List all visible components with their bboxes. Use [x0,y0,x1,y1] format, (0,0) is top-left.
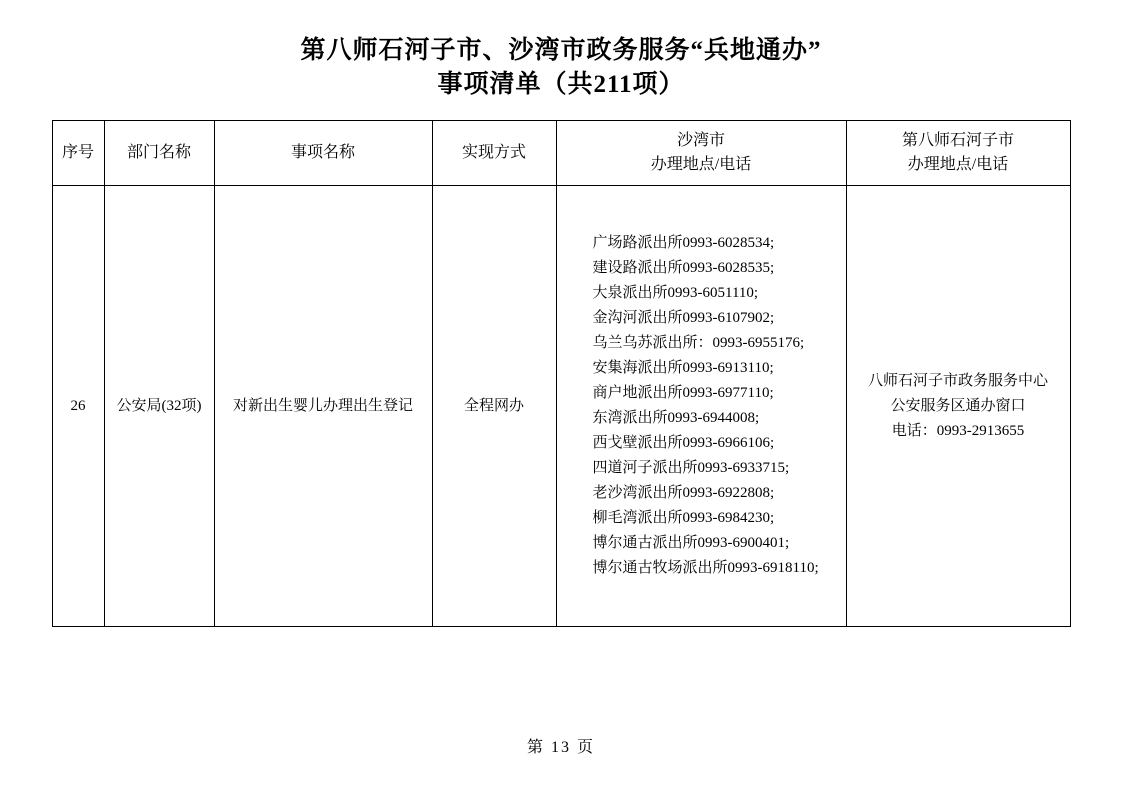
header-shawan-line1: 沙湾市 [676,132,725,149]
list-item: 老沙湾派出所0993-6922808; [592,485,775,501]
list-item: 商户地派出所0993-6977110; [592,385,774,401]
list-item: 公安服务区通办窗口 [890,397,1026,414]
list-item: 建设路派出所0993-6028535; [592,260,775,276]
page-number: 第 13 页 [526,739,595,756]
list-item: 安集海派出所0993-6913110; [592,360,774,376]
shihezi-location-block [847,369,1070,444]
list-item: 博尔通古派出所0993-6900401; [592,535,790,551]
list-item: 四道河子派出所0993-6933715; [592,460,790,476]
table-header-row [52,121,1070,186]
header-seq: 序号 [52,121,104,186]
list-item: 柳毛湾派出所0993-6984230; [592,510,775,526]
header-item: 事项名称 [214,121,432,186]
list-item: 大泉派出所0993-6051110; [592,285,759,301]
header-shawan-line2: 办理地点/电话 [650,156,752,173]
list-item: 电话：0993-2913655 [891,422,1025,439]
header-shawan [556,121,846,186]
cell-shihezi-location [846,186,1070,627]
cell-shawan-locations [556,186,846,627]
list-item: 金沟河派出所0993-6107902; [592,310,775,326]
list-item: 东湾派出所0993-6944008; [592,410,760,426]
cell-seq: 26 [52,186,104,627]
header-method: 实现方式 [432,121,556,186]
list-item: 八师石河子市政务服务中心 [867,372,1048,389]
list-item: 西戈壁派出所0993-6966106; [592,435,775,451]
header-shihezi [846,121,1070,186]
list-item: 广场路派出所0993-6028534; [592,235,775,251]
title-line-2: 事项清单（共211项） [437,71,685,98]
header-shihezi-line2: 办理地点/电话 [907,156,1009,173]
cell-item: 对新出生婴儿办理出生登记 [214,186,432,627]
page-title [0,0,1122,102]
items-table [52,120,1071,627]
cell-dept: 公安局(32项) [104,186,214,627]
shawan-location-list [557,231,846,581]
header-shihezi-line1: 第八师石河子市 [901,132,1014,149]
header-dept: 部门名称 [104,121,214,186]
cell-method: 全程网办 [432,186,556,627]
list-item: 博尔通古牧场派出所0993-6918110; [592,560,819,576]
table-row [52,186,1070,627]
title-line-1: 第八师石河子市、沙湾市政务服务“兵地通办” [300,37,822,64]
list-item: 乌兰乌苏派出所：0993-6955176; [592,335,805,351]
